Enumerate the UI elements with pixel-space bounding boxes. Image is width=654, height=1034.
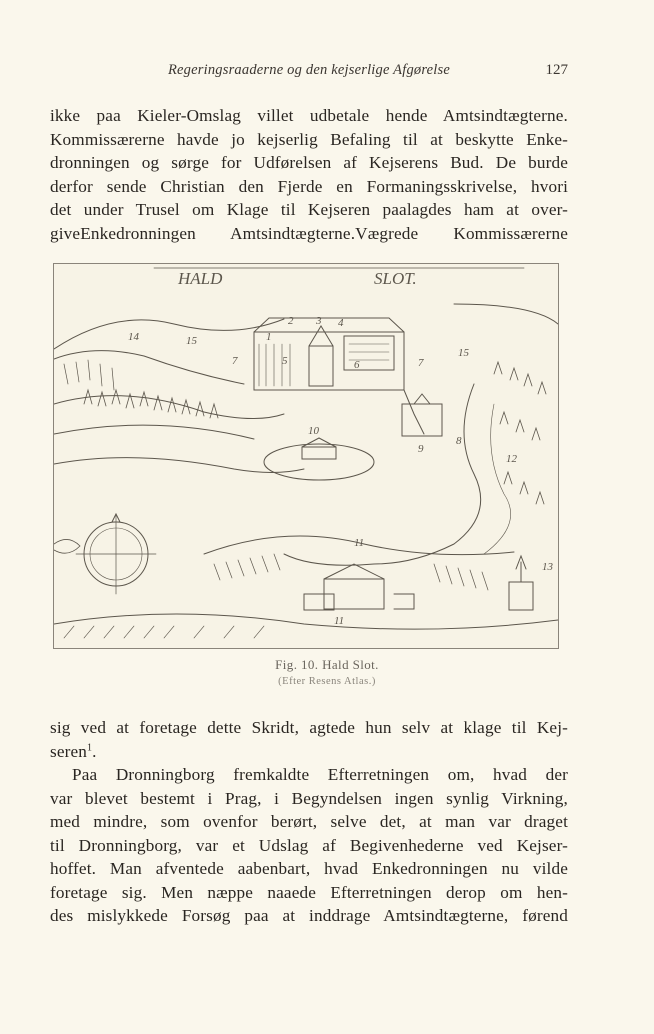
sketch-number-label: 10 [308, 425, 319, 437]
text-line: var blevet bestemt i Prag, i Begyndelsen ingen synlig Virkning, [50, 788, 568, 808]
text-line: det under Trusel om Klage til Kejseren paalagdes ham at over- [50, 200, 568, 219]
text-line: des mislykkede Forsøg paa at inddrage Amtsindtægterne, førend [50, 906, 568, 925]
sketch-number-label: 6 [354, 359, 360, 371]
figure-hald-slot-engraving [53, 263, 559, 649]
sketch-title-label: SLOT. [374, 269, 417, 288]
sketch-number-label: 1 [266, 331, 272, 343]
sketch-number-label: 4 [338, 317, 344, 329]
page-number: 127 [545, 62, 568, 78]
paragraph-2 [50, 716, 568, 763]
text-fragment: seren [50, 741, 88, 761]
paragraph-3 [50, 763, 568, 928]
footnote-marker: 1 [87, 741, 93, 753]
sketch-number-label: 14 [128, 331, 139, 343]
sketch-number-label: 5 [282, 355, 288, 367]
sketch-number-label: 11 [334, 615, 345, 627]
sketch-number-label: 12 [506, 453, 517, 465]
figure-source: (Efter Resens Atlas.) [278, 676, 376, 687]
sketch-number-label: 7 [418, 357, 424, 369]
text-line: til Dronningborg, var et Udslag af Begivenhederne ved Kejser- [50, 835, 568, 855]
figure-caption: Fig. 10. Hald Slot. [275, 657, 379, 672]
paragraph-1 [50, 104, 568, 245]
text-line: Kommissærerne havde jo kejserlig Befaling til at beskytte Enke- [50, 129, 568, 149]
text-line: foretage sig. Men næppe naaede Efterretningen derop om hen- [50, 882, 568, 902]
sketch-number-label: 8 [456, 435, 462, 447]
sketch-title-label: HALD [178, 269, 223, 288]
text-line: giveEnkedronningen Amtsindtægterne.Vægrede Kommissærerne [50, 223, 568, 243]
text-line: dronningen og sørge for Udførelsen af Kejserens Bud. De burde [50, 153, 568, 172]
sketch-number-label: 2 [288, 315, 294, 327]
text-line: hoffet. Man afventede aabenbart, hvad Enkedronningen nu vilde [50, 859, 568, 878]
text-line: sig ved at foretage dette Skridt, agtede hun selv at klage til Kej- [50, 718, 568, 737]
text-line: Paa Dronningborg fremkaldte Efterretningen om, hvad der [72, 765, 568, 784]
sketch-number-label: 3 [316, 315, 322, 327]
text-line: derfor sende Christian den Fjerde en Formaningsskrivelse, hvori [50, 176, 568, 196]
sketch-number-label: 7 [232, 355, 238, 367]
text-line-last: seren$^1$. [50, 741, 97, 761]
hald-slot-sketch [54, 264, 558, 648]
text-line: ikke paa Kieler-Omslag villet udbetale hende Amtsindtægterne. [50, 106, 568, 125]
text-line: med mindre, som ovenfor berørt, selve det, at man var draget [50, 812, 568, 831]
sketch-number-label: 13 [542, 561, 553, 573]
running-head [50, 62, 568, 84]
sketch-number-label: 9 [418, 443, 424, 455]
sketch-number-label: 11 [354, 537, 365, 549]
running-title: Regeringsraaderne og den kejserlige Afgørelse [167, 62, 451, 78]
sketch-number-label: 15 [458, 347, 469, 359]
sketch-number-label: 15 [186, 335, 197, 347]
